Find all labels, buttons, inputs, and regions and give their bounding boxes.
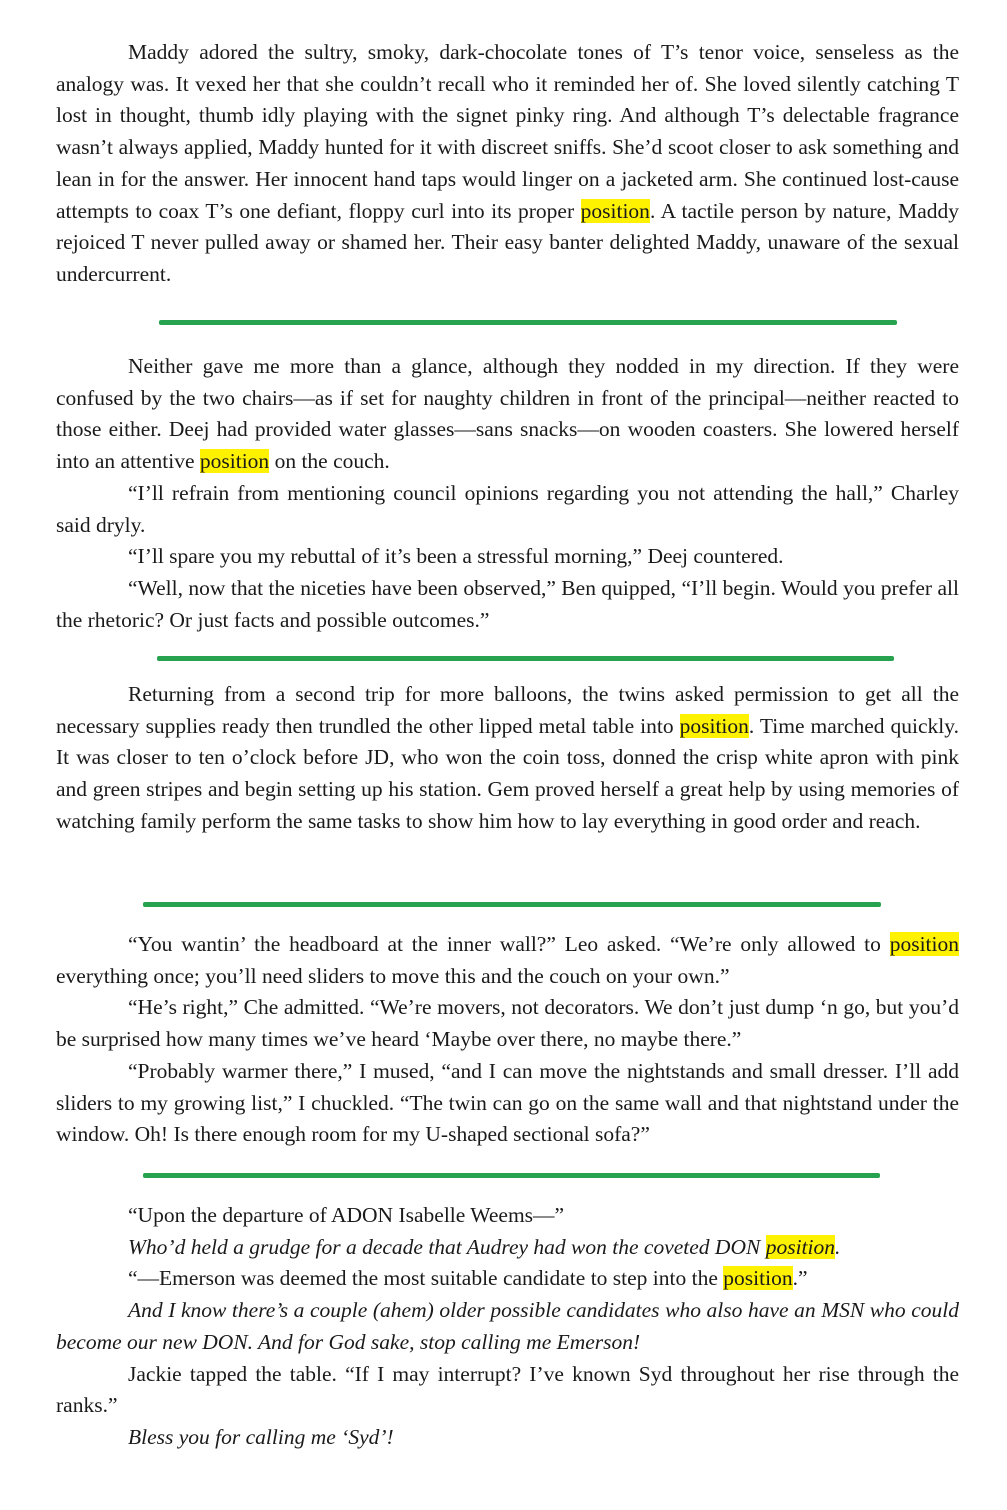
highlighted-word: position <box>765 1234 836 1259</box>
text-run: . A tactile person by nature, Maddy rejoiced T never pulled away or shamed her. Their easy banter delighted Maddy, unaware of the sexual undercurrent. <box>56 198 960 286</box>
text-run: “Well, now that the niceties have been observed,” Ben quipped, “I’ll begin. Would you prefer all the rhetoric? Or just facts and possible outcomes.” <box>56 575 959 632</box>
section-divider <box>159 320 897 325</box>
text-run: . Time marched quickly. It was closer to ten o’clock before JD, who won the coin toss, donned the crisp white apron with pink and green stripes and begin setting up his station. Gem proved herself a great help by using memories of watching family perform the same tasks to show him how to lay everything in good order and reach. <box>56 713 959 833</box>
text-run: Jackie tapped the table. “If I may interrupt? I’ve known Syd throughout her rise through the ranks.” <box>56 1361 959 1418</box>
highlighted-word: position <box>580 198 650 223</box>
paragraph <box>56 573 959 636</box>
paragraph <box>56 351 959 478</box>
text-run: “Probably warmer there,” I mused, “and I can move the nightstands and small dresser. I’ll add sliders to my growing list,” I chuckled. “The twin can go on the same wall and that nightstand under the window. Oh! Is there enough room for my U-shaped sectional sofa?” <box>56 1058 959 1147</box>
section-divider <box>143 1173 880 1178</box>
italic-paragraph <box>56 1422 959 1454</box>
paragraph <box>56 37 959 291</box>
text-run: “He’s right,” Che admitted. “We’re movers, not decorators. We don’t just dump ‘n go, but you’d be surprised how many times we’ve heard ‘Maybe over there, no maybe there.” <box>56 995 959 1052</box>
excerpt-2 <box>56 351 959 636</box>
excerpt-1 <box>56 37 959 291</box>
paragraph <box>56 929 959 992</box>
paragraph <box>56 478 959 541</box>
text-run: Who’d held a grudge for a decade that Audrey had won the coveted DON <box>128 1234 766 1259</box>
italic-paragraph <box>56 1232 959 1264</box>
text-run: Returning from a second trip for more balloons, the twins asked permission to get all the necessary supplies ready then trundled the other lipped metal table into <box>56 682 959 738</box>
excerpt-5 <box>56 1200 959 1454</box>
text-run: “I’ll spare you my rebuttal of it’s been a stressful morning,” Deej countered. <box>128 544 784 569</box>
paragraph <box>56 679 959 838</box>
highlighted-word: position <box>679 713 749 738</box>
highlighted-word: position <box>889 932 959 956</box>
text-run: .” <box>792 1266 808 1291</box>
paragraph <box>56 1200 959 1232</box>
text-run: “—Emerson was deemed the most suitable candidate to step into the <box>128 1266 724 1291</box>
highlighted-word: position <box>723 1266 793 1291</box>
text-run: Bless you for calling me ‘Syd’! <box>128 1424 394 1449</box>
text-run: . <box>835 1234 841 1259</box>
section-divider <box>143 902 881 907</box>
text-run: “Upon the departure of ADON Isabelle Weems—” <box>128 1203 565 1227</box>
paragraph <box>56 1056 959 1151</box>
text-run: on the couch. <box>269 449 390 474</box>
paragraph <box>56 1359 959 1422</box>
text-run: Maddy adored the sultry, smoky, dark-chocolate tones of T’s tenor voice, senseless as the analogy was. It vexed her that she couldn’t recall who it reminded her of. She loved silently catching T lost in thought, thumb idly playing with the signet pinky ring. And although T’s delectable fragrance wasn’t always applied, Maddy hunted for it with discreet sniffs. She’d scoot closer to ask something and lean in for the answer. Her innocent hand taps would linger on a jacketed arm. She continued lost-cause attempts to coax T’s one defiant, floppy curl into its proper <box>56 40 959 223</box>
text-run: “I’ll refrain from mentioning council opinions regarding you not attending the hall,” Charley said dryly. <box>56 480 959 537</box>
text-run: “You wantin’ the headboard at the inner wall?” Leo asked. “We’re only allowed to <box>128 932 890 956</box>
paragraph <box>56 992 959 1055</box>
section-divider <box>157 656 894 661</box>
text-run: Neither gave me more than a glance, although they nodded in my direction. If they were confused by the two chairs—as if set for naughty children in front of the principal—neither reacted to those either. Deej had provided water glasses—sans snacks—on wooden coasters. She lowered herself into an attentive <box>56 354 959 474</box>
highlighted-word: position <box>199 449 270 474</box>
italic-paragraph <box>56 1295 959 1358</box>
text-run: everything once; you’ll need sliders to move this and the couch on your own.” <box>56 963 730 988</box>
excerpt-4 <box>56 929 959 1151</box>
text-run: And I know there’s a couple (ahem) older possible candidates who also have an MSN who could become our new DON. And for God sake, stop calling me Emerson! <box>56 1298 959 1354</box>
excerpt-3 <box>56 679 959 838</box>
paragraph <box>56 1263 959 1295</box>
paragraph <box>56 541 959 573</box>
